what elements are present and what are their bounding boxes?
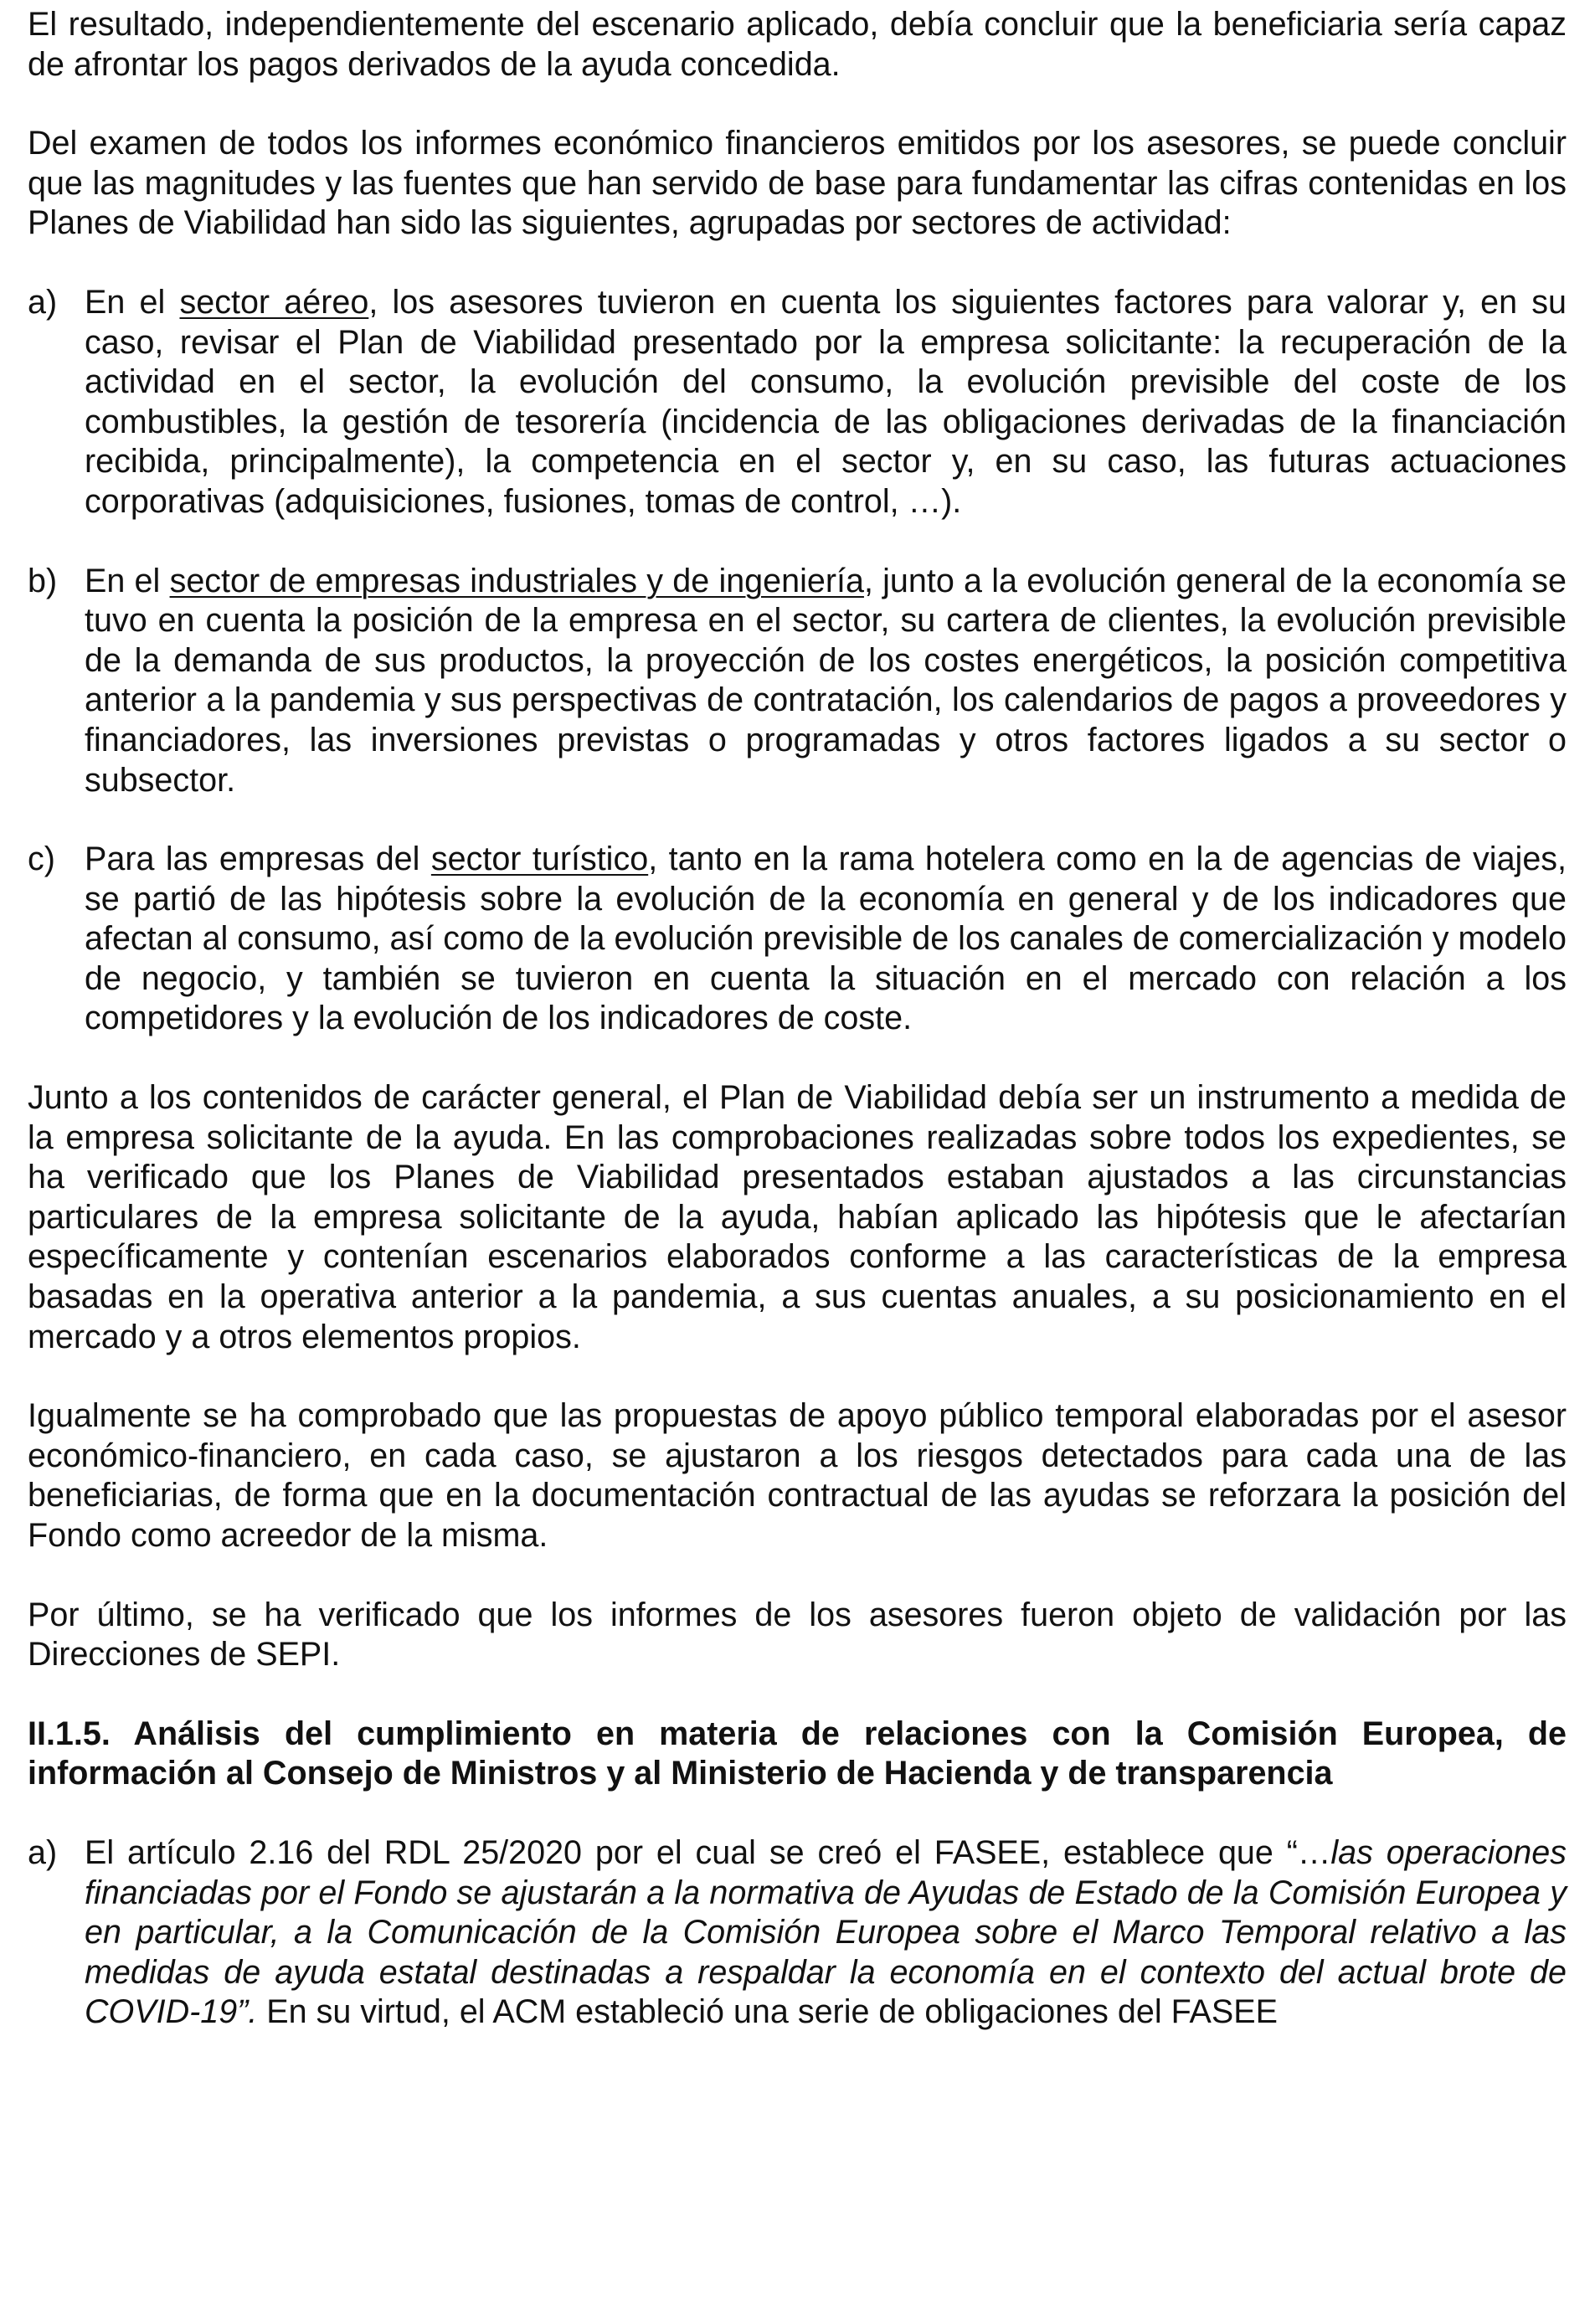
list-text-post: , junto a la evolución general de la economía se tuvo en cuenta la posición de la empresa en el sector, su cartera de clientes, la evolución previsible de la demanda de sus productos, la proyección de los costes energéticos, la posición competitiva anterior a la pandemia y sus perspectivas de contratación, los calendarios de pagos a proveedores y financiadores, las inversiones previstas o programadas y otros factores ligados a su sector o subsector.: [85, 562, 1567, 799]
paragraph-plan-viabilidad: Junto a los contenidos de carácter general, el Plan de Viabilidad debía ser un instrumento a medida de la empresa solicitante de la ayuda. En las comprobaciones realizadas sobre todos los expedientes, se ha verificado que los Planes de Viabilidad presentados estaban ajustados a las circunstancias particulares de la empresa solicitante de la ayuda, habían aplicado las hipótesis que le afectarían específicamente y contenían escenarios elaborados conforme a las características de la empresa basadas en la operativa anterior a la pandemia, a sus cuentas anuales, a su posicionamiento en el mercado y a otros elementos propios.: [28, 1079, 1567, 1355]
paragraph-validacion: Por último, se ha verificado que los informes de los asesores fueron objeto de validación por las Direcciones de SEPI.: [28, 1596, 1567, 1674]
paragraph-apoyo-publico: Igualmente se ha comprobado que las propuestas de apoyo público temporal elaboradas por el asesor económico-financiero, en cada caso, se ajustaron a los riesgos detectados para cada una de las beneficiarias, de forma que en la documentación contractual de las ayudas se reforzara la posición del Fondo como acreedor de la misma.: [28, 1397, 1567, 1554]
list-text-pre: El artículo 2.16 del RDL 25/2020 por el cual se creó el FASEE, establece que “…: [85, 1833, 1331, 1871]
list-text-post: , tanto en la rama hotelera como en la de agencias de viajes, se partió de las hipótesis sobre la evolución de la economía en general y de los indicadores que afectan al consumo, así como de la evolución previsible de los canales de comercialización y modelo de negocio, y también se tuvieron en cuenta la situación en el mercado con relación a los competidores y la evolución de los indicadores de coste.: [85, 841, 1567, 1037]
list-text-pre: Para las empresas del: [85, 841, 431, 878]
sector-name: sector turístico: [430, 841, 649, 878]
paragraph-examination: Del examen de todos los informes económico financieros emitidos por los asesores, se puede concluir que las magnitudes y las fuentes que han servido de base para fundamentar las cifras contenidas en los Planes de Viabilidad han sido las siguientes, agrupadas por sectores de actividad:: [28, 125, 1567, 242]
list-label: b): [28, 562, 58, 599]
list-text-post: En su virtud, el ACM estableció una serie de obligaciones del FASEE: [257, 1993, 1278, 2031]
list-label: a): [28, 283, 58, 321]
list-item-sector-industrial: [28, 562, 1567, 801]
legal-quote: las operaciones financiadas por el Fondo se ajustarán a la normativa de Ayudas de Estado de la Comisión Europea y en particular, a la Comunicación de la Comisión Europea sobre el Marco Temporal relativo a las medidas de ayuda estatal destinadas a respaldar la economía en el contexto del actual brote de COVID-19”.: [85, 1833, 1567, 2031]
list-text-pre: En el: [85, 283, 180, 321]
list-label: a): [28, 1833, 58, 1871]
sector-name: sector aéreo: [179, 283, 369, 321]
document-page: [28, 5, 1567, 2033]
list-item-sector-turistico: [28, 840, 1567, 1039]
sector-name: sector de empresas industriales y de ingeniería: [169, 562, 864, 599]
list-item-sector-aereo: [28, 283, 1567, 522]
list-label: c): [28, 841, 55, 878]
list-text-post: , los asesores tuvieron en cuenta los siguientes factores para valorar y, en su caso, revisar el Plan de Viabilidad presentado por la empresa solicitante: la recuperación de la actividad en el sector, la evolución del consumo, la evolución previsible del coste de los combustibles, la gestión de tesorería (incidencia de las obligaciones derivadas de la financiación recibida, principalmente), la competencia en el sector y, en su caso, las futuras actuaciones corporativas (adquisiciones, fusiones, tomas de control, …).: [85, 283, 1567, 520]
paragraph-result: El resultado, independientemente del escenario aplicado, debía concluir que la beneficiaria sería capaz de afrontar los pagos derivados de la ayuda concedida.: [28, 6, 1567, 83]
list-item-articulo: [28, 1833, 1567, 2033]
list-text-pre: En el: [85, 562, 170, 599]
section-heading: II.1.5. Análisis del cumplimiento en materia de relaciones con la Comisión Europea, de información al Consejo de Ministros y al Ministerio de Hacienda y de transparencia: [28, 1715, 1567, 1792]
